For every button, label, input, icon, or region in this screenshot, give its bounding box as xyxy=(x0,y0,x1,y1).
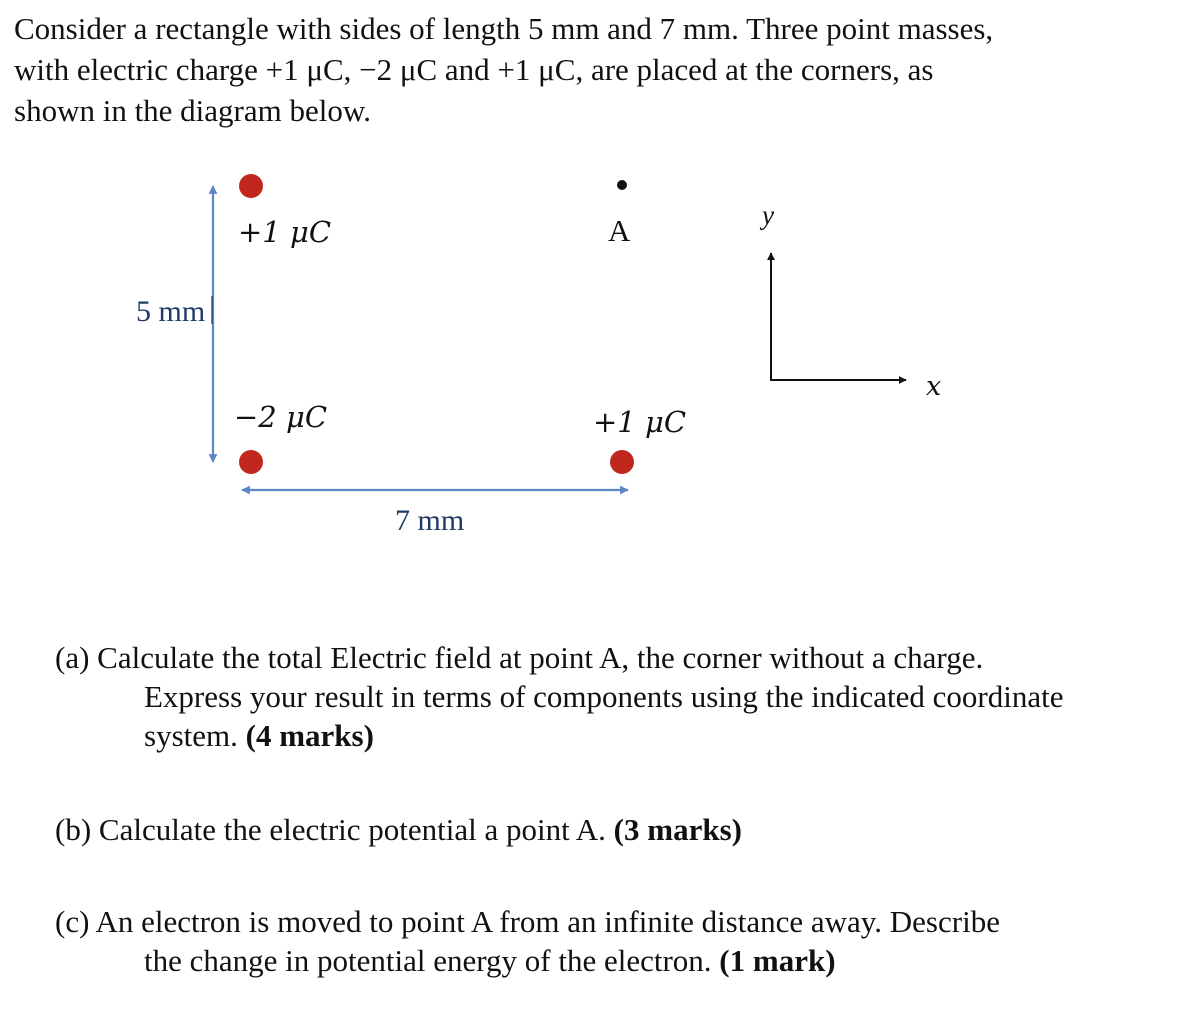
intro-line-3: shown in the diagram below. xyxy=(14,93,371,128)
coordinate-axes xyxy=(771,253,906,380)
question-b xyxy=(55,810,742,849)
question-c-line-2-text: the change in potential energy of the electron. xyxy=(144,943,712,978)
question-a xyxy=(55,638,1063,755)
question-a-marks: (4 marks) xyxy=(245,718,374,753)
charge-top-left-label: +1 μC xyxy=(238,215,332,249)
charge-bottom-right-label: +1 μC xyxy=(593,405,687,439)
question-a-line-3-text: system. xyxy=(144,718,238,753)
horizontal-dimension-label: 7 mm xyxy=(395,504,465,537)
question-c-line-2 xyxy=(55,941,1000,980)
intro-line-1: Consider a rectangle with sides of length 5 mm and 7 mm. Three point masses, xyxy=(14,11,994,46)
question-a-line-3 xyxy=(55,716,1063,755)
question-c-marks: (1 mark) xyxy=(719,943,836,978)
question-b-line-1: Calculate the electric potential a point A. xyxy=(98,812,606,847)
charge-bottom-left-label: −2 μC xyxy=(234,400,328,434)
charge-bottom-left-dot xyxy=(239,450,263,474)
intro-line-2: with electric charge +1 μC, −2 μC and +1 μC, are placed at the corners, as xyxy=(14,52,934,87)
question-c-line-1: An electron is moved to point A from an infinite distance away. Describe xyxy=(95,904,1000,939)
charge-bottom-right-dot xyxy=(610,450,634,474)
question-c-label: (c) xyxy=(55,904,90,939)
question-a-line-1: Calculate the total Electric field at point A, the corner without a charge. xyxy=(97,640,984,675)
question-a-label: (a) xyxy=(55,640,90,675)
point-a-label: A xyxy=(608,213,631,248)
question-a-line-2: Express your result in terms of components using the indicated coordinate xyxy=(144,679,1064,714)
charge-top-left-dot xyxy=(239,174,263,198)
vertical-dimension-label: 5 mm xyxy=(136,295,206,328)
question-c xyxy=(55,902,1000,980)
x-axis-label: x xyxy=(926,371,942,402)
question-b-marks: (3 marks) xyxy=(613,812,742,847)
point-a-dot xyxy=(617,180,627,190)
y-axis-label: y xyxy=(762,200,774,230)
question-b-label: (b) xyxy=(55,812,92,847)
